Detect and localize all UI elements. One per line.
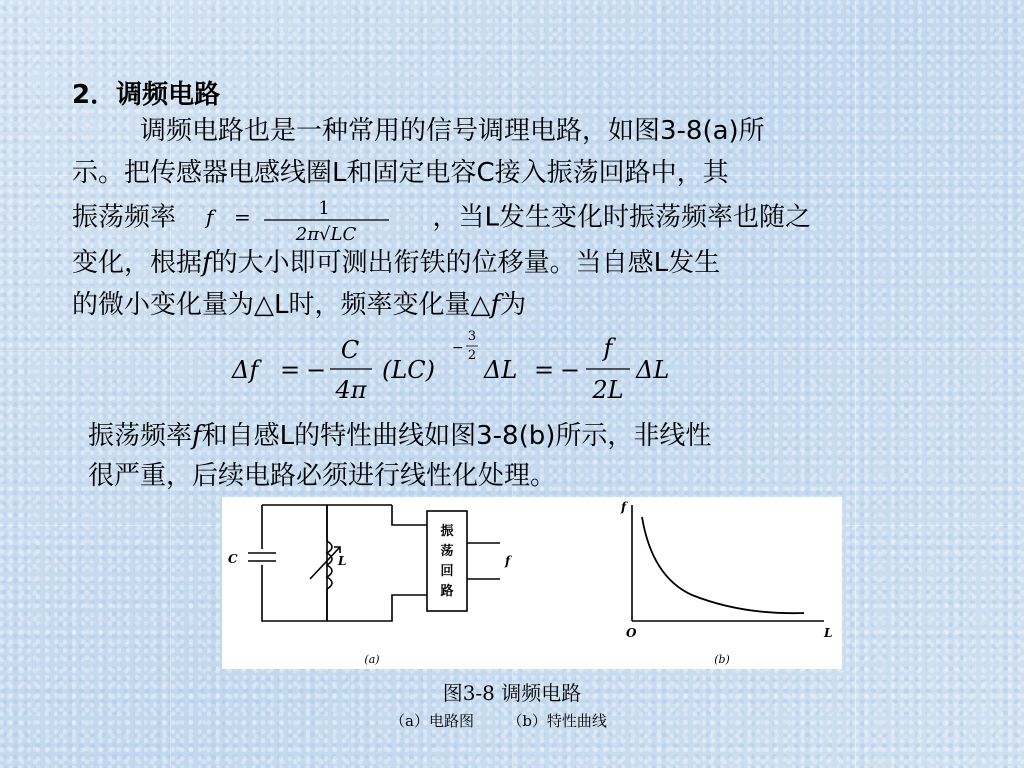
- fm-exp-den: 2: [467, 348, 477, 363]
- section-heading: 2．调频电路: [72, 80, 221, 110]
- circuit-diagram: [248, 505, 500, 621]
- fm-minus2: −: [560, 356, 581, 384]
- figure-3-8: [222, 497, 842, 669]
- fm-exp-sign: −: [452, 340, 464, 356]
- characteristic-curve-chart: [632, 505, 824, 621]
- graph-y-label: f: [621, 500, 627, 514]
- paragraph-2: [88, 416, 948, 496]
- formula-numerator: 1: [318, 198, 331, 219]
- formula-f: f: [206, 205, 214, 229]
- fm-frac1-num: C: [340, 336, 360, 364]
- para1-line5-b: 为: [500, 290, 527, 320]
- para1-line2: 示。把传感器电感线圈L和固定电容C接入振荡回路中，其: [72, 158, 729, 188]
- fig-box-char-1: 振: [440, 524, 454, 539]
- formula-eq: =: [234, 205, 252, 229]
- fm-frac2-den: 2L: [592, 376, 624, 404]
- graph-x-label: L: [824, 626, 833, 640]
- para2-line1-a: 振荡频率: [88, 421, 193, 451]
- para1-line4-b: 的大小即可测出衔铁的位移量。当自感L发生: [211, 248, 721, 278]
- para1-line3-after: ，当L发生变化时振荡频率也随之: [432, 202, 812, 233]
- figure-subcaption: （a）电路图 （b）特性曲线: [390, 712, 607, 730]
- fm-minus1: −: [306, 356, 327, 384]
- fm-delta-l: ΔL: [484, 356, 518, 384]
- para1-line3-before: 振荡频率: [72, 202, 177, 233]
- paragraph-1: [72, 110, 962, 326]
- para1-line1: 调频电路也是一种常用的信号调理电路，如图3-8(a)所: [140, 116, 765, 146]
- fig-label-b: (b): [714, 653, 730, 666]
- graph-origin-label: O: [626, 626, 637, 640]
- fm-delta-f: Δf: [232, 356, 259, 384]
- frequency-formula: [184, 194, 424, 242]
- fm-frac1-den: 4π: [335, 376, 367, 404]
- fig-label-l: L: [338, 554, 347, 568]
- delta-f-formula: [228, 322, 688, 412]
- para1-line5-a: 的微小变化量为△L时，频率变化量△: [72, 290, 491, 320]
- fm-exp-num: 3: [467, 329, 477, 344]
- para1-line4-f: f: [202, 248, 212, 278]
- para1-line4-a: 变化，根据: [72, 248, 203, 278]
- para1-line5-f: f: [490, 290, 501, 320]
- fig-box-char-4: 路: [440, 584, 454, 599]
- fm-eq1: =: [280, 356, 301, 384]
- para2-line2: 很严重，后续电路必须进行线性化处理。: [88, 461, 557, 491]
- figure-caption: 图3-8 调频电路: [442, 681, 582, 705]
- fm-delta-l2: ΔL: [636, 356, 670, 384]
- fig-box-char-2: 荡: [440, 544, 454, 559]
- fig-box-char-3: 回: [440, 564, 454, 579]
- fig-label-a: (a): [364, 653, 380, 666]
- fig-label-c: C: [228, 552, 238, 566]
- fm-paren: (LC): [382, 356, 436, 384]
- para2-line1-b: 和自感L的特性曲线如图3-8(b)所示，非线性: [201, 421, 712, 451]
- fig-label-f-out: f: [505, 554, 511, 568]
- fm-eq2: =: [534, 356, 555, 384]
- figure-drawing: [222, 497, 842, 669]
- f-vs-l-curve: [642, 517, 804, 613]
- formula-denominator: 2π√LC: [296, 224, 357, 242]
- para2-line1-f: f: [192, 421, 202, 451]
- fm-frac2-num: f: [603, 334, 613, 362]
